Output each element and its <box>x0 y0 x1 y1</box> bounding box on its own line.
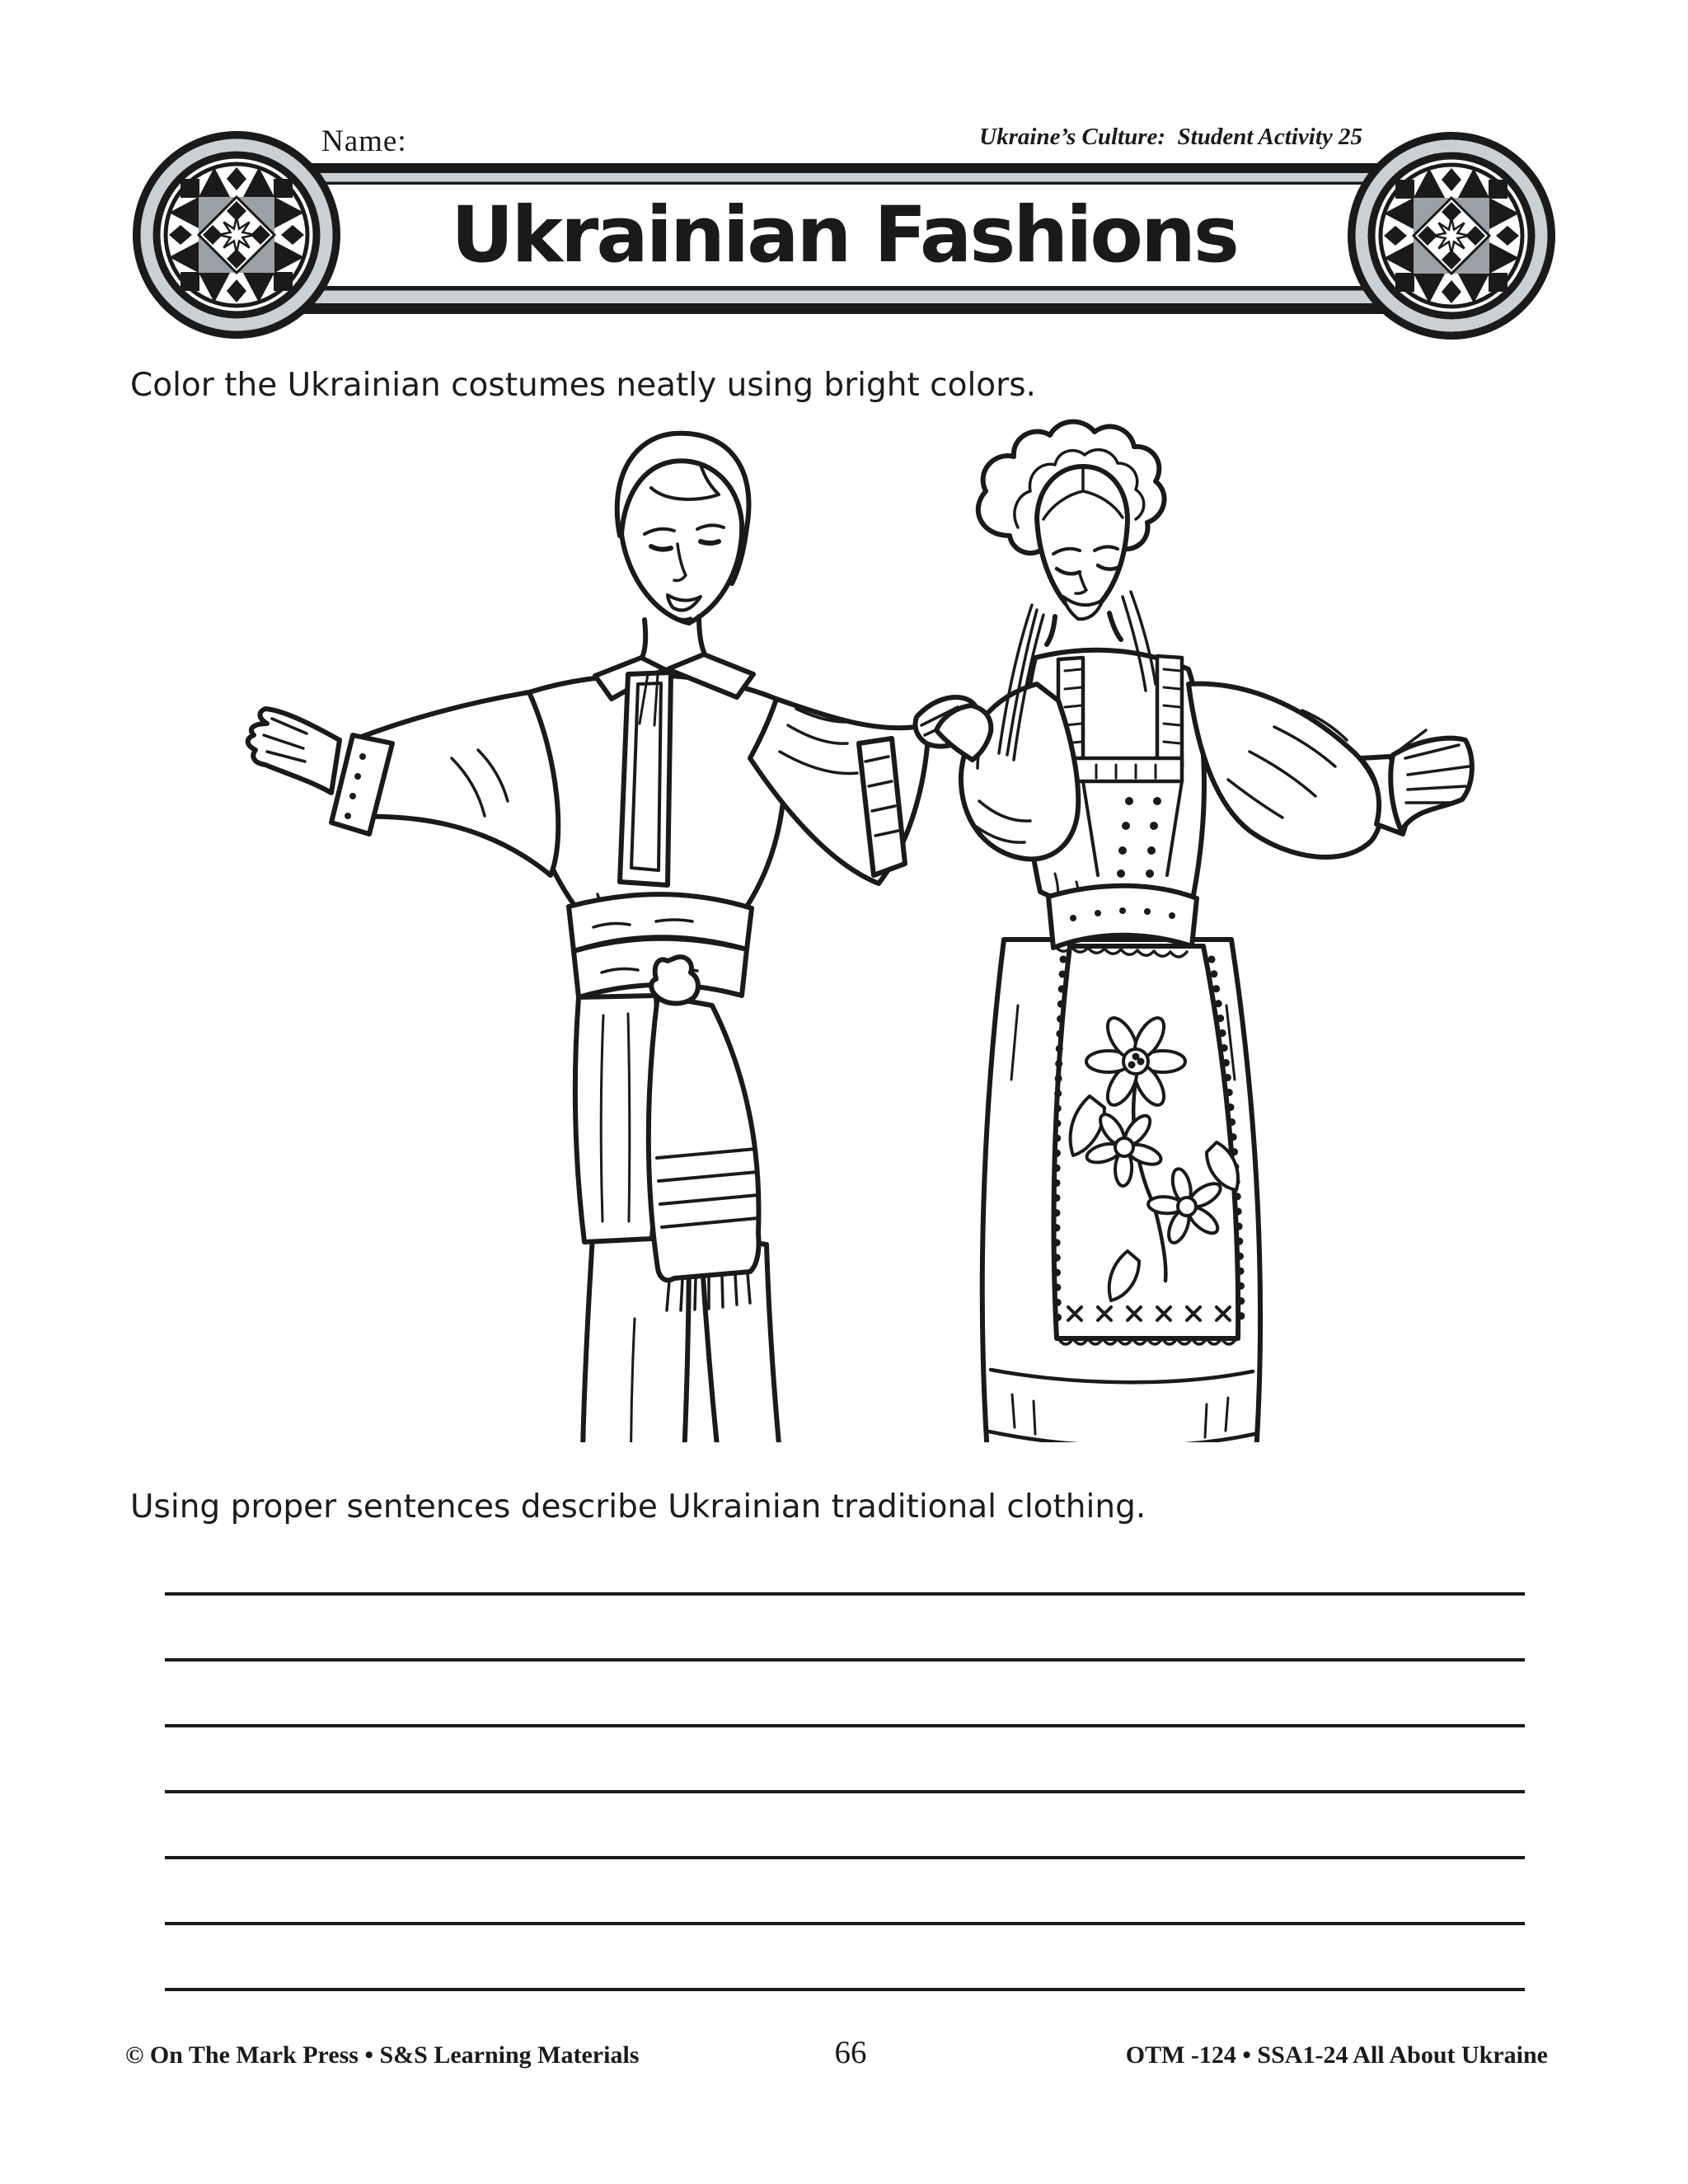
writing-line[interactable] <box>165 1724 1525 1727</box>
writing-line[interactable] <box>165 1790 1525 1793</box>
banner-top-bar <box>237 163 1451 185</box>
writing-instruction: Using proper sentences describe Ukrainian traditional clothing. <box>130 1488 1146 1526</box>
activity-label: Ukraine’s Culture: Student Activity 25 <box>979 124 1362 150</box>
name-label: Name: <box>321 124 407 158</box>
writing-line[interactable] <box>165 1592 1525 1596</box>
star-medallion-icon-left <box>131 129 342 340</box>
footer-page-number: 66 <box>834 2035 867 2070</box>
coloring-instruction: Color the Ukrainian costumes neatly using bright colors. <box>130 367 1036 404</box>
costumes-coloring-illustration[interactable] <box>206 412 1484 1442</box>
writing-line[interactable] <box>165 1658 1525 1661</box>
footer-publisher: © On The Mark Press • S&S Learning Materials <box>125 2041 640 2069</box>
female-dancer <box>936 422 1472 1442</box>
footer-product-code: OTM -124 • SSA1-24 All About Ukraine <box>1125 2041 1548 2069</box>
writing-line[interactable] <box>165 1922 1525 1925</box>
male-dancer <box>248 434 928 1442</box>
writing-line[interactable] <box>165 1988 1525 1991</box>
writing-lines <box>165 1592 1525 2004</box>
star-medallion-icon-right <box>1346 130 1557 341</box>
writing-line[interactable] <box>165 1856 1525 1859</box>
banner-bottom-bar <box>237 286 1451 314</box>
page-title: Ukrainian Fashions <box>451 190 1237 280</box>
